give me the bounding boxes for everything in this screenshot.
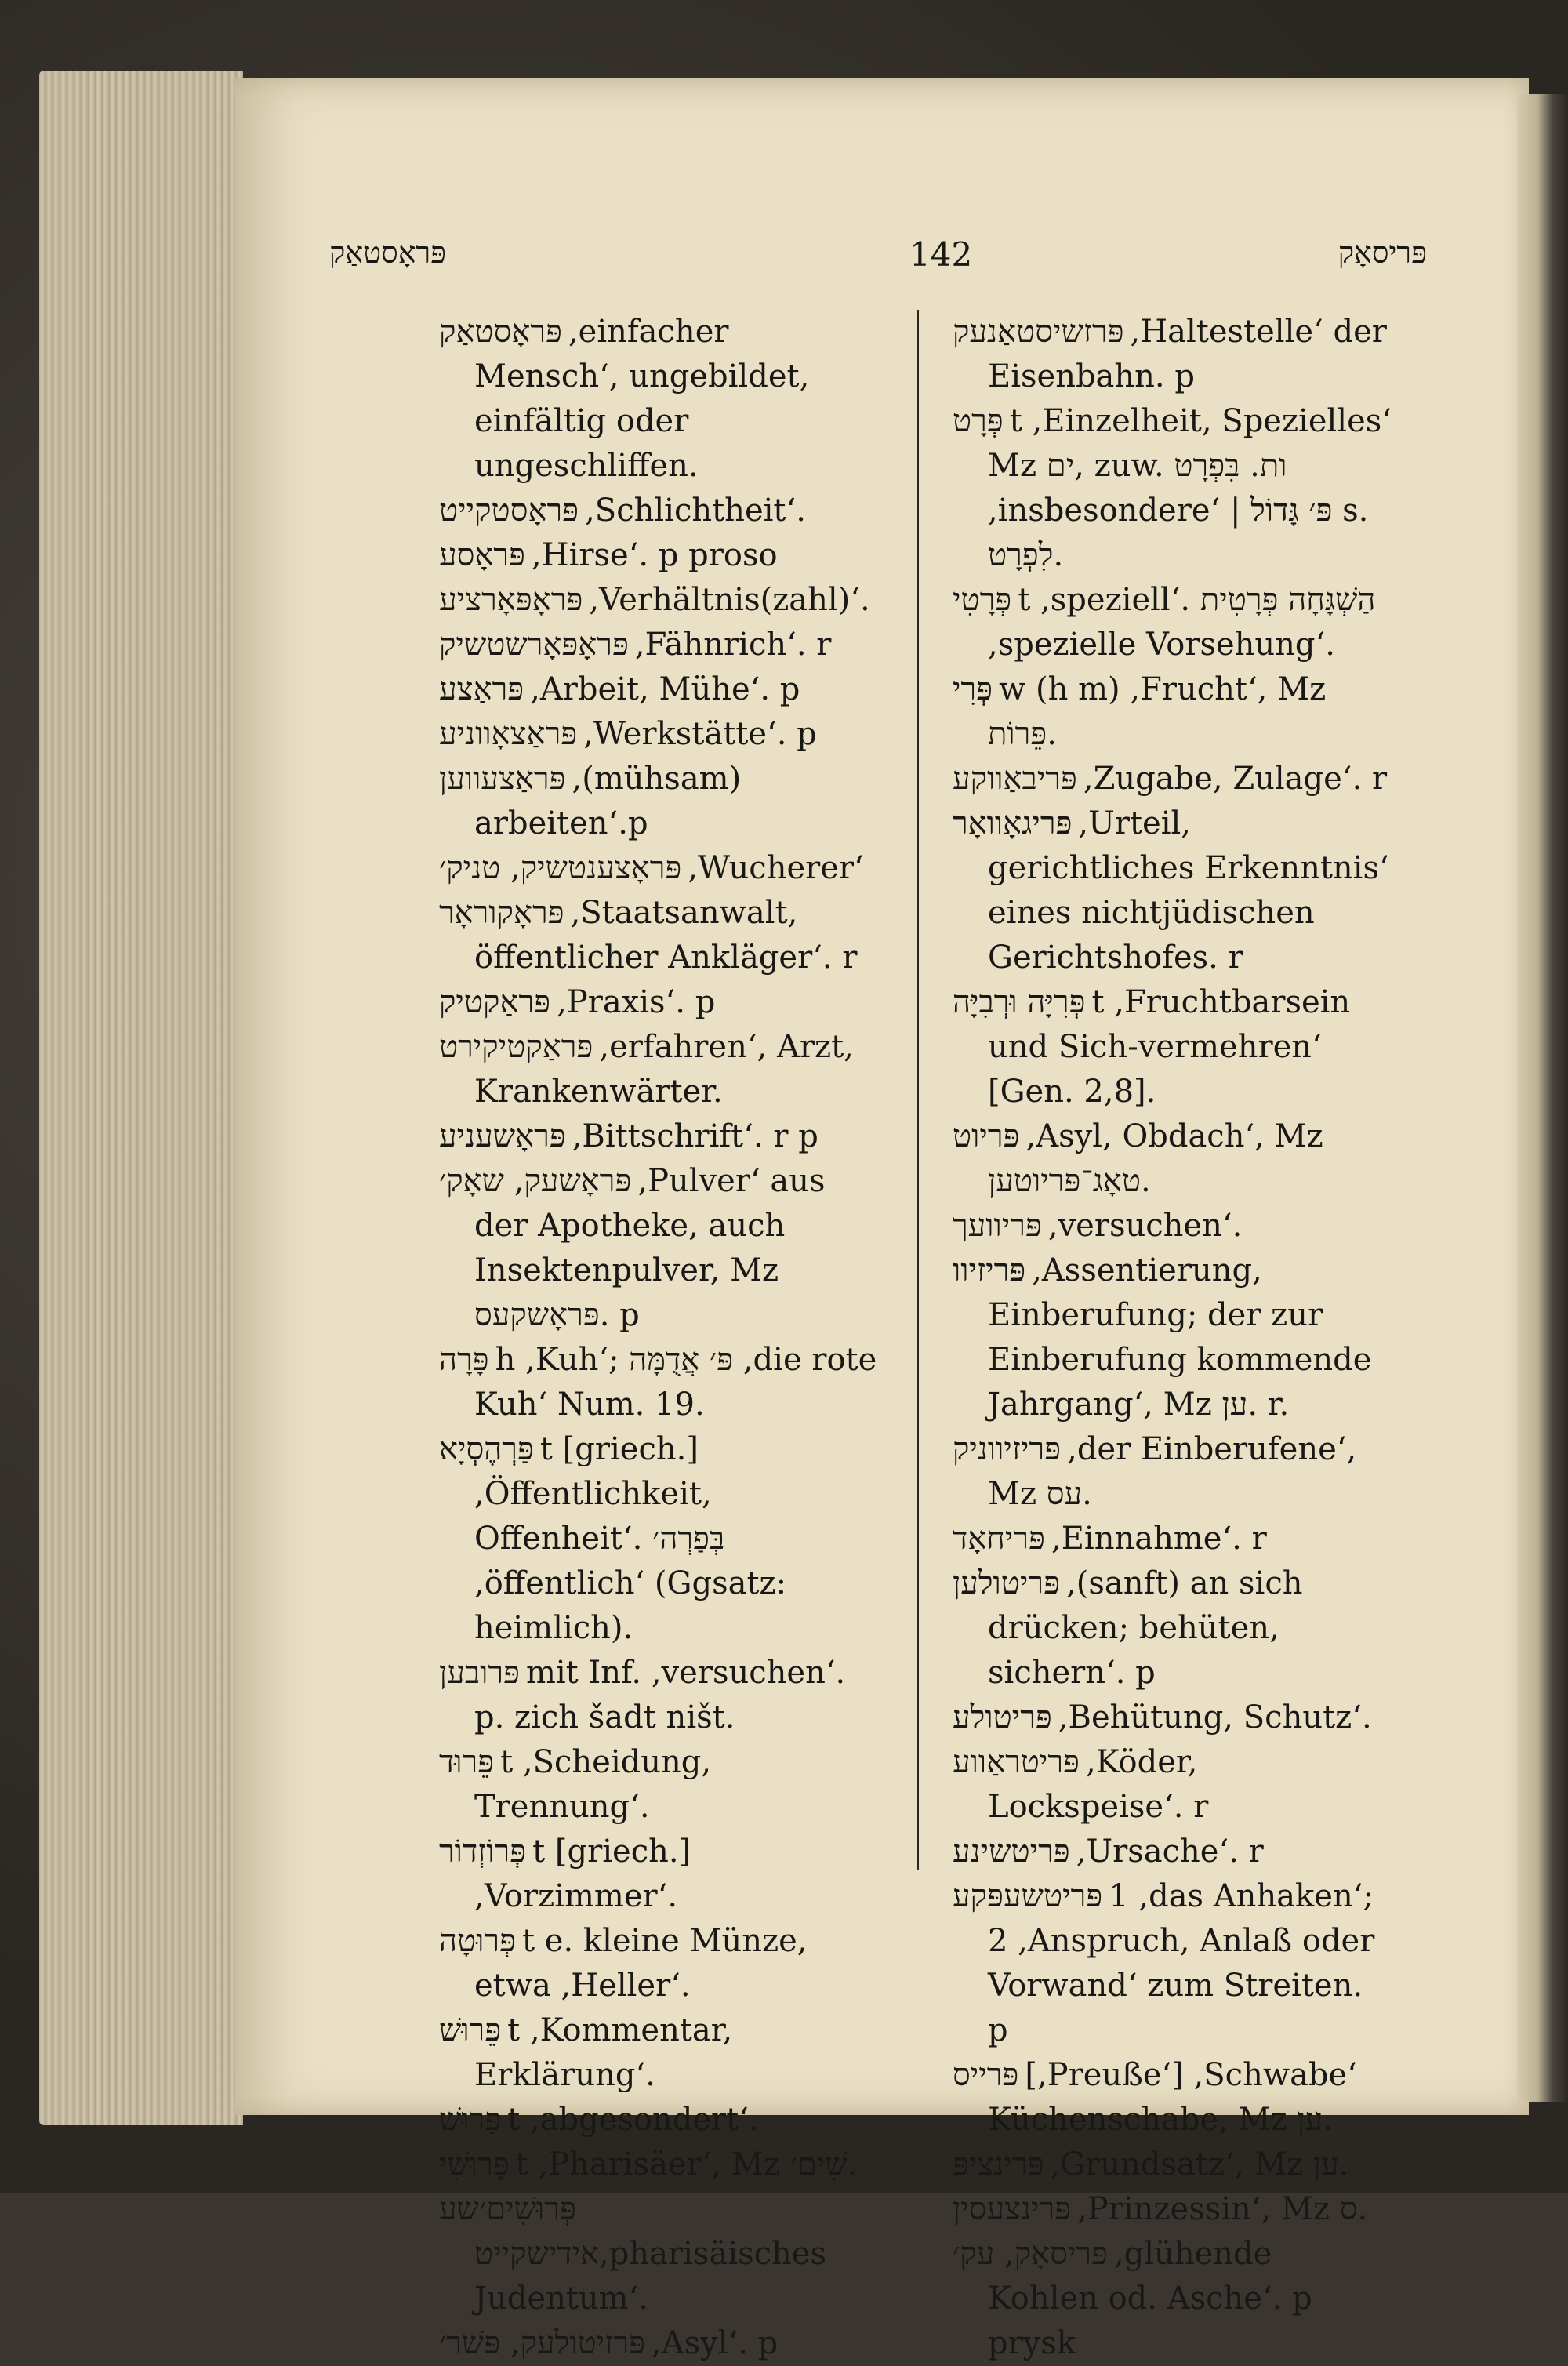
entry-headword: פּריוועך: [953, 1208, 1042, 1244]
entry-headword: פּרזשיסטאַנעק: [953, 314, 1124, 350]
entry-headword: פּראַצע: [439, 671, 524, 707]
dictionary-entry: [953, 578, 1392, 667]
dictionary-entry: [439, 1338, 878, 1427]
dictionary-entry: [439, 2008, 878, 2098]
dictionary-entry: [439, 891, 878, 980]
entry-definition: w (h m) ,Frucht‘, Mz פֵּרוֹת.: [988, 671, 1327, 752]
dictionary-entry: [953, 667, 1392, 757]
entry-headword: פָּרוּשִׁי: [439, 2146, 510, 2182]
dictionary-entry: [439, 667, 878, 712]
entry-definition: ,Bittschrift‘. r p: [572, 1118, 818, 1154]
dictionary-entry: [439, 310, 878, 489]
entry-headword: פּראָפּאָרציע: [439, 582, 583, 618]
entry-headword: פָּרוּשׁ: [439, 2102, 502, 2138]
column-divider: [917, 310, 919, 1870]
entry-headword: פְּרוֹזְדוֹר: [439, 1834, 527, 1870]
dictionary-entry: [953, 1874, 1392, 2053]
entry-definition: t ,speziell‘. הַשְׁגָּחָה פְּרָטִית ,spezielle Vorsehung‘.: [988, 582, 1376, 663]
entry-headword: פּראָסטקייט: [439, 492, 579, 529]
entry-headword: פּריסאָק, עק׳: [953, 2236, 1108, 2272]
entry-definition: mit Inf. ,versuchen‘. p. zich šadt ništ.: [474, 1655, 846, 1735]
entry-headword: פּראָצענטשיק, טניק׳: [439, 850, 682, 886]
dictionary-entry: [953, 2187, 1392, 2232]
entry-headword: פּריטולע: [953, 1699, 1052, 1735]
dictionary-entry: [953, 2053, 1392, 2142]
right-column: [953, 310, 1392, 2366]
dictionary-entry: [439, 980, 878, 1025]
entry-headword: פּריוט: [953, 1118, 1020, 1154]
dictionary-entry: [439, 533, 878, 578]
entry-definition: ,Einnahme‘. r: [1051, 1521, 1267, 1557]
entry-definition: ,versuchen‘.: [1047, 1208, 1243, 1244]
entry-headword: פּראָשעניע: [439, 1118, 566, 1154]
entry-definition: ,(sanft) an sich drücken; behüten, sichern‘. p: [988, 1565, 1303, 1691]
entry-headword: פּריטשינע: [953, 1834, 1070, 1870]
header-left-guide-word: פּראָסטאַק: [329, 235, 447, 270]
entry-headword: פּרינצעסין: [953, 2191, 1072, 2227]
entry-definition: ,Hirse‘. p proso: [532, 537, 778, 573]
entry-definition: t e. kleine Münze, etwa ,Heller‘.: [474, 1923, 808, 2004]
entry-headword: פּראַצאָווניע: [439, 716, 578, 752]
entry-definition: ,glühende Kohlen od. Asche‘. p prysk: [988, 2236, 1312, 2361]
dictionary-entry: [439, 846, 878, 891]
dictionary-entry: [953, 1740, 1392, 1830]
entry-definition: ,Wucherer‘: [688, 850, 864, 886]
entry-headword: פּרזיטולעק, פּשׁר׳: [439, 2325, 645, 2361]
entry-headword: פּריטשעפּקע: [953, 1878, 1103, 1914]
dictionary-entry: [953, 1830, 1392, 1874]
entry-headword: פּריזיווניק: [953, 1431, 1062, 1467]
entry-definition: ,Praxis‘. p: [557, 984, 716, 1020]
dictionary-entry: [439, 578, 878, 623]
dictionary-entry: [439, 1651, 878, 1740]
entry-headword: פּראַצעווען: [439, 761, 566, 797]
entry-headword: פּראָפּאָרשטשיק: [439, 627, 629, 663]
entry-definition: ,Assentierung, Einberufung; der zur Einberufung kommende Jahrgang‘, Mz ען. r.: [988, 1252, 1372, 1423]
entry-headword: פּריטולען: [953, 1565, 1061, 1601]
entry-headword: פָּרָה: [439, 1342, 489, 1378]
entry-headword: פּרינציפּ: [953, 2146, 1044, 2182]
entry-definition: t [griech.] ,Öffentlichkeit, Offenheit‘. בְּפַרְה׳ ,öffentlich‘ (Ggsatz: heimlich).: [474, 1431, 787, 1646]
entry-headword: פּרובען: [439, 1655, 520, 1691]
entry-definition: ,Staatsanwalt, öffentlicher Ankläger‘. r: [474, 895, 858, 976]
entry-definition: ,Asyl, Obdach‘, Mz טאָג־פּריוטען.: [988, 1118, 1323, 1199]
dictionary-entry: [953, 2142, 1392, 2187]
entry-definition: t ,Einzelheit, Spezielles‘ Mz ים, zuw. ות. בִּפְרָט ,insbesondere‘ | פּ׳ גָּדוֹל s. לִפְרָט.: [988, 403, 1392, 573]
book-right-edge: [1517, 94, 1568, 2102]
dictionary-entry: [953, 1204, 1392, 1248]
entry-headword: פּראָקוראָר: [439, 895, 564, 931]
entry-headword: פְּרָט: [953, 403, 1004, 439]
entry-definition: t ,Fruchtbarsein und Sich-vermehren‘ [Gen. 2,8].: [988, 984, 1351, 1110]
dictionary-entry: [439, 1830, 878, 1919]
entry-definition: ,Zugabe, Zulage‘. r: [1083, 761, 1388, 797]
entry-definition: ,(mühsam) arbeiten‘.p: [474, 761, 742, 841]
dictionary-entry: [953, 757, 1392, 801]
entry-headword: פַּרְהֶסְיָא: [439, 1431, 534, 1467]
header-right-guide-word: פּריסאָק: [1338, 235, 1427, 270]
entry-definition: [,Preuße‘] ,Schwabe‘ Küchenschabe, Mz ען.: [988, 2057, 1357, 2138]
dictionary-entry: [953, 399, 1392, 578]
entry-definition: ,Ursache‘. r: [1076, 1834, 1264, 1870]
entry-headword: פּראָסע: [439, 537, 525, 573]
entry-headword: פּראָשעק, שאָק׳: [439, 1163, 632, 1199]
entry-definition: ,Urteil, gerichtliches Erkenntnis‘ eines nichtjüdischen Gerichtshofes. r: [988, 805, 1389, 976]
entry-definition: ,Pulver‘ aus der Apotheke, auch Insektenpulver, Mz פּראָשקעס. p: [474, 1163, 826, 1333]
dictionary-entry: [953, 1427, 1392, 1517]
dictionary-entry: [439, 623, 878, 667]
dictionary-entry: [953, 980, 1392, 1114]
entry-definition: h ,Kuh‘; פּ׳ אֲדֻמָּה ,die rote Kuh‘ Num. 19.: [474, 1342, 877, 1423]
entry-headword: פּריגאָוואָר: [953, 805, 1073, 841]
entry-definition: ,Behütung, Schutz‘.: [1058, 1699, 1372, 1735]
entry-headword: פּראָסטאַק: [439, 314, 562, 350]
entry-definition: ,Köder, Lockspeise‘. r: [988, 1744, 1209, 1825]
entry-headword: פּריזיוו: [953, 1252, 1026, 1288]
dictionary-entry: [439, 757, 878, 846]
dictionary-entry: [439, 1025, 878, 1114]
entry-definition: t ,Pharisäer‘, Mz שִׁים׳.: [515, 2146, 858, 2182]
entry-headword: פֵּרוּד: [439, 1744, 495, 1780]
entry-definition: ,Arbeit, Mühe‘. p: [530, 671, 800, 707]
entry-definition: ,Asyl‘. p: [652, 2325, 779, 2361]
dictionary-entry: [953, 1517, 1392, 1561]
dictionary-entry: [953, 1695, 1392, 1740]
dictionary-entry: [953, 310, 1392, 399]
entry-headword: פְּרוּשִׁים׳שע אידישקייט: [439, 2191, 600, 2272]
entry-definition: ,Fähnrich‘. r: [634, 627, 832, 663]
entry-definition: t [griech.] ,Vorzimmer‘.: [474, 1834, 691, 1914]
entry-headword: פְּרוּטָה: [439, 1923, 517, 1959]
entry-definition: ,Verhältnis(zahl)‘.: [589, 582, 870, 618]
dictionary-entry: [953, 1561, 1392, 1695]
dictionary-entry: [439, 1740, 878, 1830]
entry-headword: פּריטראַווע: [953, 1744, 1080, 1780]
page-header: [329, 235, 1427, 282]
entry-definition: t ,Scheidung, Trennung‘.: [474, 1744, 712, 1825]
dictionary-entry: [953, 1248, 1392, 1427]
dictionary-entry: [439, 2098, 878, 2142]
entry-headword: פּראַקטיק: [439, 984, 551, 1020]
entry-definition: ,Haltestelle‘ der Eisenbahn. p: [988, 314, 1387, 394]
dictionary-entry: [439, 712, 878, 757]
entry-headword: פּראַקטיקירט: [439, 1029, 593, 1065]
page-number: 142: [909, 235, 973, 274]
entry-definition: ,Werkstätte‘. p: [583, 716, 817, 752]
entry-definition: t ,Kommentar, Erklärung‘.: [474, 2012, 733, 2093]
entry-headword: פּרייס: [953, 2057, 1019, 2093]
dictionary-entry: [439, 1159, 878, 1338]
dictionary-entry: [439, 1427, 878, 1651]
book-page-stack: [39, 71, 243, 2125]
dictionary-entry: [439, 2142, 878, 2187]
entry-headword: פֵּרוּשׁ: [439, 2012, 502, 2048]
entry-headword: פְּרִיָּה וּרְבִיָּה: [953, 984, 1086, 1020]
entry-definition: t ,abgesondert‘.: [507, 2102, 759, 2138]
dictionary-entry: [953, 2232, 1392, 2366]
dictionary-entry: [439, 2187, 878, 2321]
entry-definition: ,Schlichtheit‘.: [585, 492, 806, 529]
entry-definition: ,erfahren‘, Arzt, Krankenwärter.: [474, 1029, 854, 1110]
entry-headword: פְּרָטִי: [953, 582, 1012, 618]
entry-definition: ,Grundsatz‘, Mz ען.: [1050, 2146, 1349, 2182]
dictionary-entry: [953, 801, 1392, 980]
dictionary-entry: [953, 1114, 1392, 1204]
left-column: [439, 310, 878, 2366]
entry-headword: פּריחאָד: [953, 1521, 1046, 1557]
entry-definition: ,Prinzessin‘, Mz ס.: [1077, 2191, 1368, 2227]
entry-definition: ,pharisäisches Judentum‘.: [474, 2236, 826, 2317]
entry-headword: פּריבאַווקע: [953, 761, 1077, 797]
dictionary-entry: [439, 1919, 878, 2008]
entry-definition: 1 ,das Anhaken‘; 2 ,Anspruch, Anlaß oder Vorwand‘ zum Streiten. p: [988, 1878, 1375, 2048]
entry-definition: ,der Einberufene‘, Mz עס.: [988, 1431, 1357, 1512]
dictionary-entry: [439, 1114, 878, 1159]
entry-headword: פְּרִי: [953, 671, 993, 707]
dictionary-entry: [439, 2321, 878, 2366]
dictionary-entry: [439, 489, 878, 533]
entry-definition: ,einfacher Mensch‘, ungebildet, einfältig oder ungeschliffen.: [474, 314, 810, 484]
